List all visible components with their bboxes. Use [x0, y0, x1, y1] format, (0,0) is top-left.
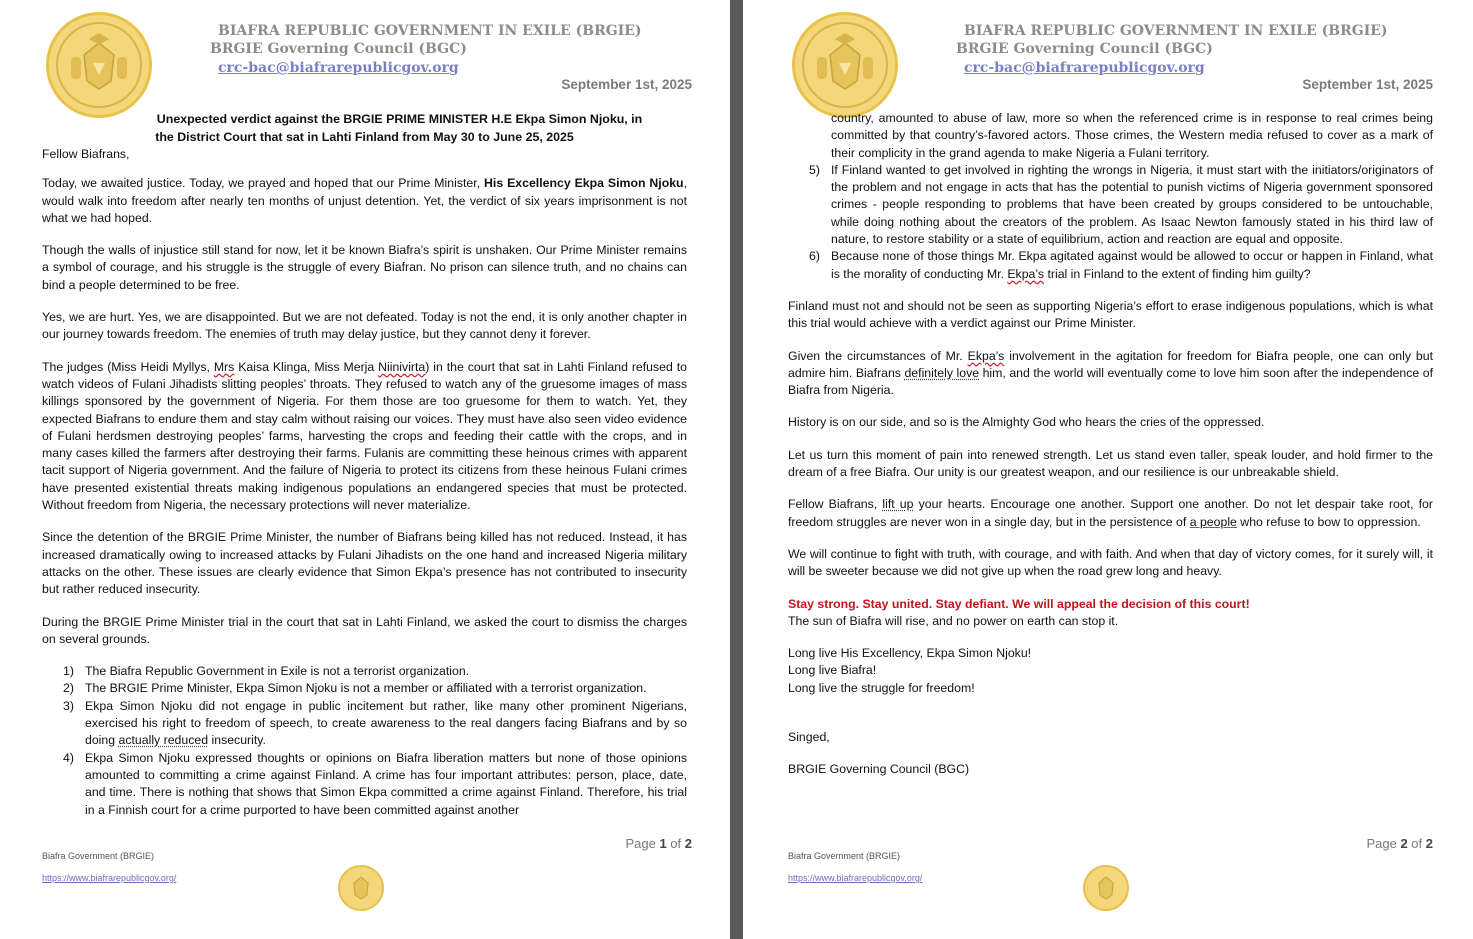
page-number: Page 1 of 2 [625, 836, 692, 851]
paragraph: History is on our side, and so is the Almighty God who hears the cries of the oppressed. [788, 415, 1265, 430]
grounds-list-continued [788, 110, 1433, 283]
list-item: 1) The Biafra Republic Government in Exile is not a terrorist organization. [63, 664, 470, 679]
grammar-flagged-phrase: definitely love [904, 365, 980, 380]
footer-org: Biafra Government (BRGIE) [42, 851, 155, 861]
spellcheck-word: Niinivirta [378, 359, 426, 374]
paragraph: Yes, we are hurt. Yes, we are disappointed. But we are not defeated. Today is not the end, it is only another chapter in our journey towards freedom. The enemies of truth may delay justice, but they cannot deny it forever. [42, 310, 687, 342]
council-name-header: BRGIE Governing Council (BGC) [210, 41, 467, 57]
footer-website-link[interactable]: https://www.biafrarepublicgov.org/ [42, 873, 177, 883]
paragraph: Fellow Biafrans, lift up your hearts. Encourage one another. Support one another. Do not let despair take root, for freedom struggles are never won in a single day, but in the persistence of a people who refuse to bow to oppression. [788, 497, 1433, 529]
signature-council: BRGIE Governing Council (BGC) [788, 762, 970, 777]
page-number: Page 2 of 2 [1366, 836, 1433, 851]
paragraph: We will continue to fight with truth, with courage, and with faith. And when that day of victory comes, for it surely will, it will be sweeter because we did not give up when the road grew long and heavy. [788, 546, 1433, 579]
letter-date: September 1st, 2025 [561, 77, 692, 92]
letter-title [42, 110, 687, 146]
title-line-1: Unexpected verdict against the BRGIE PRIME MINISTER H.E Ekpa Simon Njoku, in [156, 112, 643, 126]
page-divider [730, 0, 744, 939]
org-name-header: BIAFRA REPUBLIC GOVERNMENT IN EXILE (BRGIE) [218, 23, 642, 39]
paragraph: Let us turn this moment of pain into renewed strength. Let us stand even taller, speak louder, and hold firmer to the dream of a free Biafra. Our unity is our greatest weapon, and our resilience is our unbreakable shield. [788, 447, 1433, 480]
signoff: Singed, [788, 730, 830, 745]
page-2-body [788, 110, 1433, 794]
paragraph: The judges (Miss Heidi Myllys, Mrs Kaisa Klinga, Miss Merja Niinivirta) in the court that sat in Lahti Finland refused to watch videos of Fulani Jihadists slitting peoples’ throats. They refused to watch any of the gruesome images of mass killings sponsored by the government of Nigeria. For them those are too gruesome for them to watch. Yet, they expected Biafrans to endure them and stay calm without raising our voices. They must have also seen video evidence of Fulani herdsmen destroying peoples’ farms, harvesting the crops and feeding their cattle with the crops, and in many cases killed the farmers after destroying their farms. Fulanis are committing these heinous crimes with apparent tacit support of Nigeria government. And the failure of Nigeria to protect its citizens from these heinous Fulani crimes have presented existential threats making indigenous populations an endangered species that must be protected. Without freedom from Nigeria, the necessary protections will never materialize. [42, 359, 687, 513]
grammar-flagged-phrase: actually reduced [118, 733, 209, 748]
paragraph: Given the circumstances of Mr. Ekpa’s involvement in the agitation for freedom for Biafra people, one can only but admire him. Biafrans definitely love him, and the world will eventually come to love him soon after the independence of Biafra from Nigeria. [788, 348, 1434, 398]
list-item: 4) Ekpa Simon Njoku expressed thoughts or opinions on Biafra liberation matters but none of those opinions amounted to committing a crime against Finland. A crime has four important attributes: person, place, date, and time. There is nothing that shows that Simon Ekpa committed a crime against Finland. Therefore, his trial in a Finnish court for a crime purported to have been committed against another [63, 750, 687, 817]
org-name-header: BIAFRA REPUBLIC GOVERNMENT IN EXILE (BRGIE) [964, 23, 1388, 39]
spellcheck-word: Mrs [213, 359, 235, 374]
spellcheck-word: Ekpa’s [1007, 266, 1045, 281]
document-page-1 [0, 0, 735, 939]
paragraph: Today, we awaited justice. Today, we prayed and hoped that our Prime Minister, His Excellency Ekpa Simon Njoku, would walk into freedom after nearly ten months of unjust detention. Yet, the verdict of six years imprisonment is not what we had hoped. [42, 176, 687, 225]
title-line-2: the District Court that sat in Lahti Finland from May 30 to June 25, 2025 [155, 130, 574, 144]
grounds-list [42, 663, 687, 819]
document-page-2 [743, 0, 1473, 939]
list-item: 2) The BRGIE Prime Minister, Ekpa Simon Njoku is not a member or affiliated with a terrorist organization. [63, 681, 647, 696]
long-live-line: Long live Biafra! [788, 663, 877, 678]
email-link[interactable]: crc-bac@biafrarepublicgov.org [964, 60, 1205, 76]
paragraph: During the BRGIE Prime Minister trial in the court that sat in Lahti Finland, we asked the court to dismiss the charges on several grounds. [42, 614, 687, 646]
long-live-line: Long live His Excellency, Ekpa Simon Njoku! [788, 646, 1032, 661]
list-item: country, amounted to abuse of law, more so when the referenced crime is in response to real crimes being committed by that country’s-favored actors. Those crimes, the Western media refused to cover as a mark of their complicity in the grand agenda to make Nigeria a Fulani territory. [831, 111, 1433, 160]
letter-date: September 1st, 2025 [1302, 77, 1433, 92]
paragraph: Though the walls of injustice still stand for now, let it be known Biafra’s spirit is unshaken. Our Prime Minister remains a symbol of courage, and his struggle is the struggle of every Biafran. No prison can silence truth, and no chains can bind a people determined to be free. [42, 243, 687, 292]
list-item: 6) Because none of those things Mr. Ekpa agitated against would be allowed to occur or happen in Finland, what is the morality of conducting Mr. Ekpa’s trial in Finland to the extent of finding him guilty? [809, 249, 1433, 281]
paragraph: The sun of Biafra will rise, and no power on earth can stop it. [788, 613, 1119, 628]
salutation: Fellow Biafrans, [42, 147, 130, 161]
email-link[interactable]: crc-bac@biafrarepublicgov.org [218, 60, 459, 76]
footer-website-link[interactable]: https://www.biafrarepublicgov.org/ [788, 873, 923, 883]
footer-seal-logo [338, 865, 384, 911]
paragraph: Since the detention of the BRGIE Prime Minister, the number of Biafrans being killed has not reduced. Instead, it has increased dramatically owing to increased attacks by Fulani Jihadists on the one hand and increased Nigeria military attacks on the other. These issues are clearly evidence that Simon Ekpa’s presence has not contributed to insecurity but rather reduced insecurity. [42, 530, 687, 597]
page-1-body [42, 110, 687, 819]
council-name-header: BRGIE Governing Council (BGC) [956, 41, 1213, 57]
footer-org: Biafra Government (BRGIE) [788, 851, 901, 861]
appeal-statement: Stay strong. Stay united. Stay defiant. We will appeal the decision of this court! [788, 596, 1250, 611]
spellcheck-word: Ekpa’s [967, 348, 1005, 363]
long-live-line: Long live the struggle for freedom! [788, 680, 975, 695]
footer-seal-logo [1083, 865, 1129, 911]
pm-name-bold: His Excellency Ekpa Simon Njoku [484, 176, 684, 191]
coat-of-arms-logo [46, 12, 152, 118]
list-item: 5) If Finland wanted to get involved in righting the wrongs in Nigeria, it must start with the initiators/originators of the problem and not engage in acts that has the potential to punish victims of Nigeria government sponsored crimes - people responding to problems that have been created by groups considered to be untouchable, while doing nothing about the creators of the problem. As Isaac Newton famously stated in his third law of nature, to restore stability or a state of equilibrium, action and reaction are equal and opposite. [809, 162, 1433, 247]
coat-of-arms-logo [792, 12, 898, 118]
list-item: 3) Ekpa Simon Njoku did not engage in public incitement but rather, like many other prominent Nigerians, exercised his right to freedom of speech, to create awareness to the real dangers facing Biafrans and by so doing actually reduced insecurity. [63, 698, 687, 748]
paragraph: Finland must not and should not be seen as supporting Nigeria’s effort to erase indigenous populations, which is what this trial would achieve with a verdict against our Prime Minister. [788, 298, 1433, 331]
grammar-flagged-phrase: a people [1189, 514, 1237, 529]
grammar-flagged-phrase: lift up [882, 497, 914, 512]
